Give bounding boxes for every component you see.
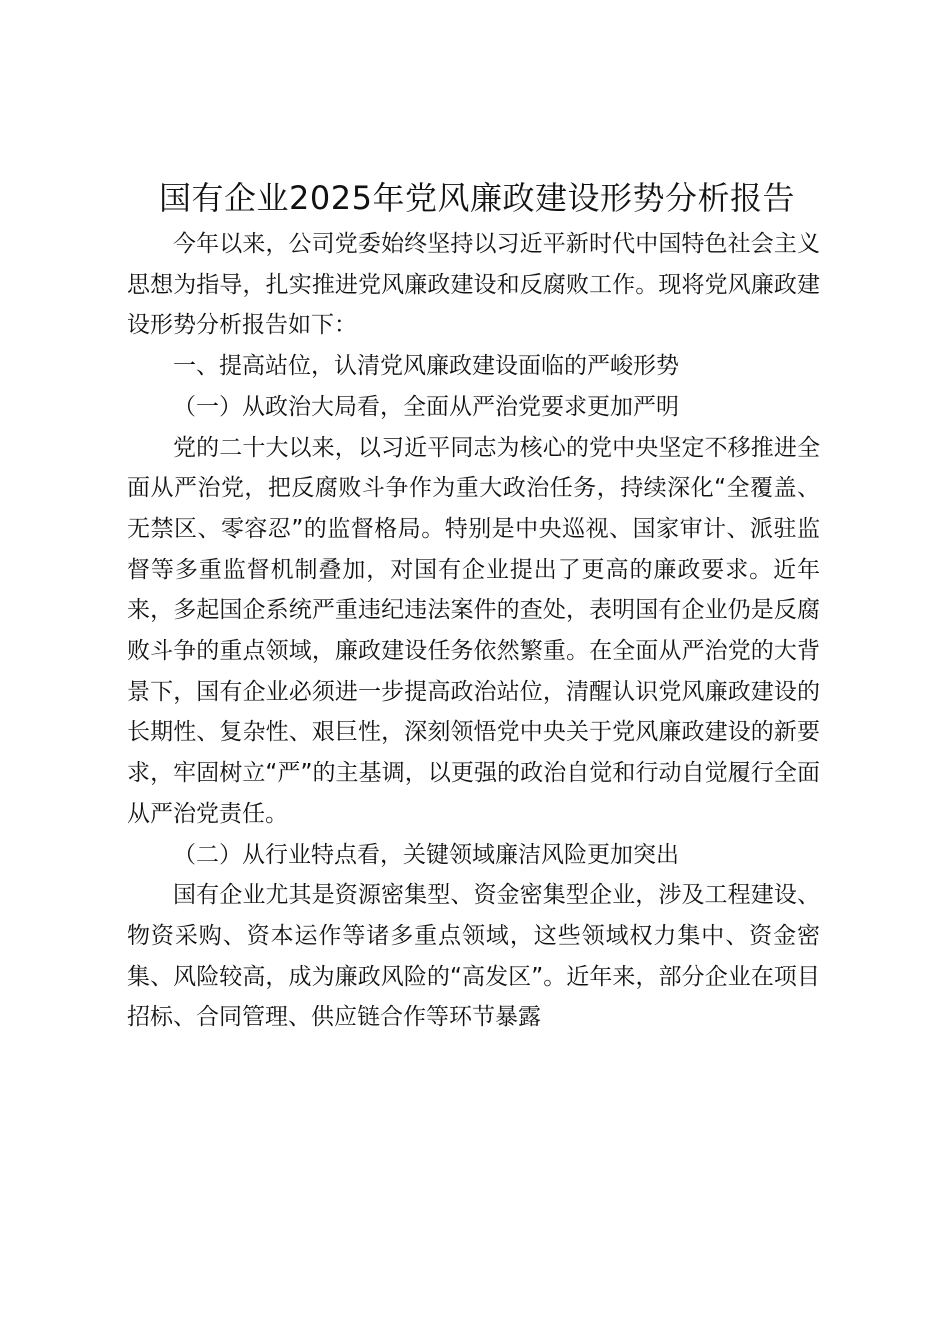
subsection-2-heading: （二）从行业特点看，关键领域廉洁风险更加突出 — [173, 841, 679, 868]
subsection-1-paragraph: 党的二十大以来，以习近平同志为核心的党中央坚定不移推进全面从严治党，把反腐败斗争作为重大政治任务，持续深化“全覆盖、无禁区、零容忍”的监督格局。特别是中央巡视、国家审计、派驻监督等多重监督机制叠加，对国有企业提出了更高的廉政要求。近年来，多起国企系统严重违纪违法案件的查处，表明国有企业仍是反腐败斗争的重点领域，廉政建设任务依然繁重。在全面从严治党的大背景下，国有企业必须进一步提高政治站位，清醒认识党风廉政建设的长期性、复杂性、艰巨性，深刻领悟党中央关于党风廉政建设的新要求，牢固树立“严”的主基调，以更强的政治自觉和行动自觉履行全面从严治党责任。 — [127, 434, 820, 827]
subsection-2-paragraph: 国有企业尤其是资源密集型、资金密集型企业，涉及工程建设、物资采购、资本运作等诸多重点领域，这些领域权力集中、资金密集、风险较高，成为廉政风险的“高发区”。近年来，部分企业在项目招标、合同管理、供应链合作等环节暴露 — [127, 882, 820, 1031]
subsection-1-heading: （一）从政治大局看，全面从严治党要求更加严明 — [173, 393, 679, 420]
document-title: 国有企业2025年党风廉政建设形势分析报告 — [159, 179, 795, 217]
document-body — [127, 172, 820, 1038]
section-1-heading: 一、提高站位，认清党风廉政建设面临的严峻形势 — [173, 353, 679, 380]
intro-paragraph: 今年以来，公司党委始终坚持以习近平新时代中国特色社会主义思想为指导，扎实推进党风廉政建设和反腐败工作。现将党风廉政建设形势分析报告如下： — [127, 231, 820, 339]
